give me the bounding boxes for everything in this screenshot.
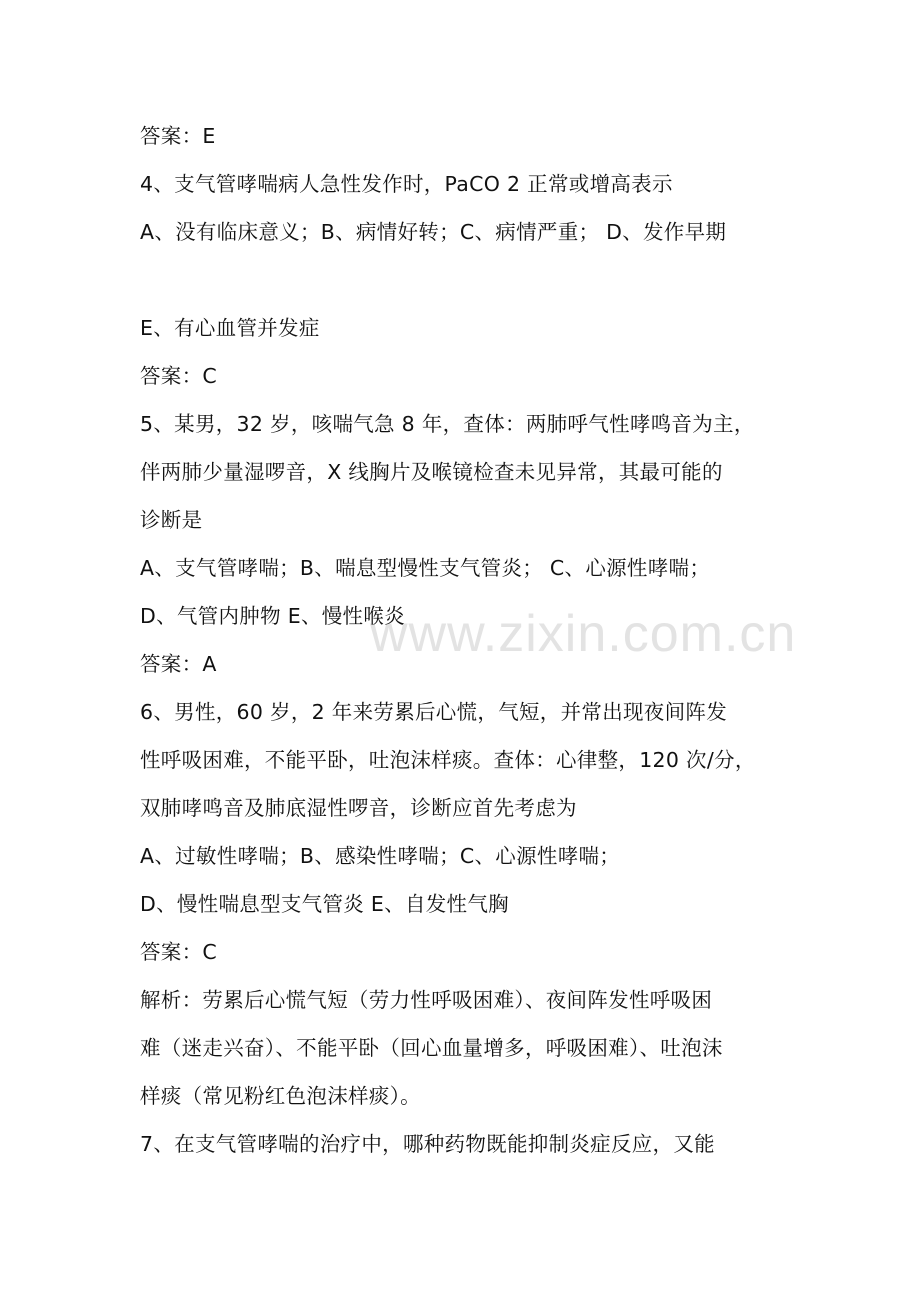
question-4-option-e: E、有心血管并发症	[140, 316, 320, 340]
question-6-stem-line-1: 6、男性，60 岁，2 年来劳累后心慌，气短，并常出现夜间阵发	[140, 700, 728, 724]
question-6-stem-line-2: 性呼吸困难，不能平卧，吐泡沫样痰。查体：心律整，120 次/分，	[140, 748, 756, 772]
question-6-stem-line-3: 双肺哮鸣音及肺底湿性啰音，诊断应首先考虑为	[140, 796, 577, 820]
answer-line-q6: 答案：C	[140, 940, 218, 964]
question-7-stem-line-1: 7、在支气管哮喘的治疗中，哪种药物既能抑制炎症反应，又能	[140, 1132, 715, 1156]
answer-line-q4: 答案：C	[140, 364, 218, 388]
question-5-stem-line-3: 诊断是	[140, 508, 203, 532]
question-6-options-d-e: D、慢性喘息型支气管炎 E、自发性气胸	[140, 892, 509, 916]
question-5-options-a-c: A、支气管哮喘；B、喘息型慢性支气管炎； C、心源性哮喘；	[140, 556, 711, 580]
question-6-options-a-c: A、过敏性哮喘；B、感染性哮喘；C、心源性哮喘；	[140, 844, 621, 868]
question-4-stem: 4、支气管哮喘病人急性发作时，PaCO 2 正常或增高表示	[140, 172, 673, 196]
question-5-stem-line-1: 5、某男，32 岁，咳喘气急 8 年，查体：两肺呼气性哮鸣音为主，	[140, 412, 755, 436]
analysis-line-1: 解析：劳累后心慌气短（劳力性呼吸困难）、夜间阵发性呼吸困	[140, 988, 713, 1012]
answer-line-q3: 答案：E	[140, 124, 216, 148]
analysis-line-2: 难（迷走兴奋）、不能平卧（回心血量增多，呼吸困难）、吐泡沫	[140, 1036, 723, 1060]
question-5-stem-line-2: 伴两肺少量湿啰音，X 线胸片及喉镜检查未见异常，其最可能的	[140, 460, 723, 484]
watermark: www.zixin.com.cn	[370, 605, 797, 663]
analysis-line-3: 样痰（常见粉红色泡沫样痰）。	[140, 1084, 421, 1108]
answer-line-q5: 答案：A	[140, 652, 217, 676]
question-4-options-a-d: A、没有临床意义；B、病情好转；C、病情严重； D、发作早期	[140, 220, 727, 244]
question-5-options-d-e: D、气管内肿物 E、慢性喉炎	[140, 604, 405, 628]
